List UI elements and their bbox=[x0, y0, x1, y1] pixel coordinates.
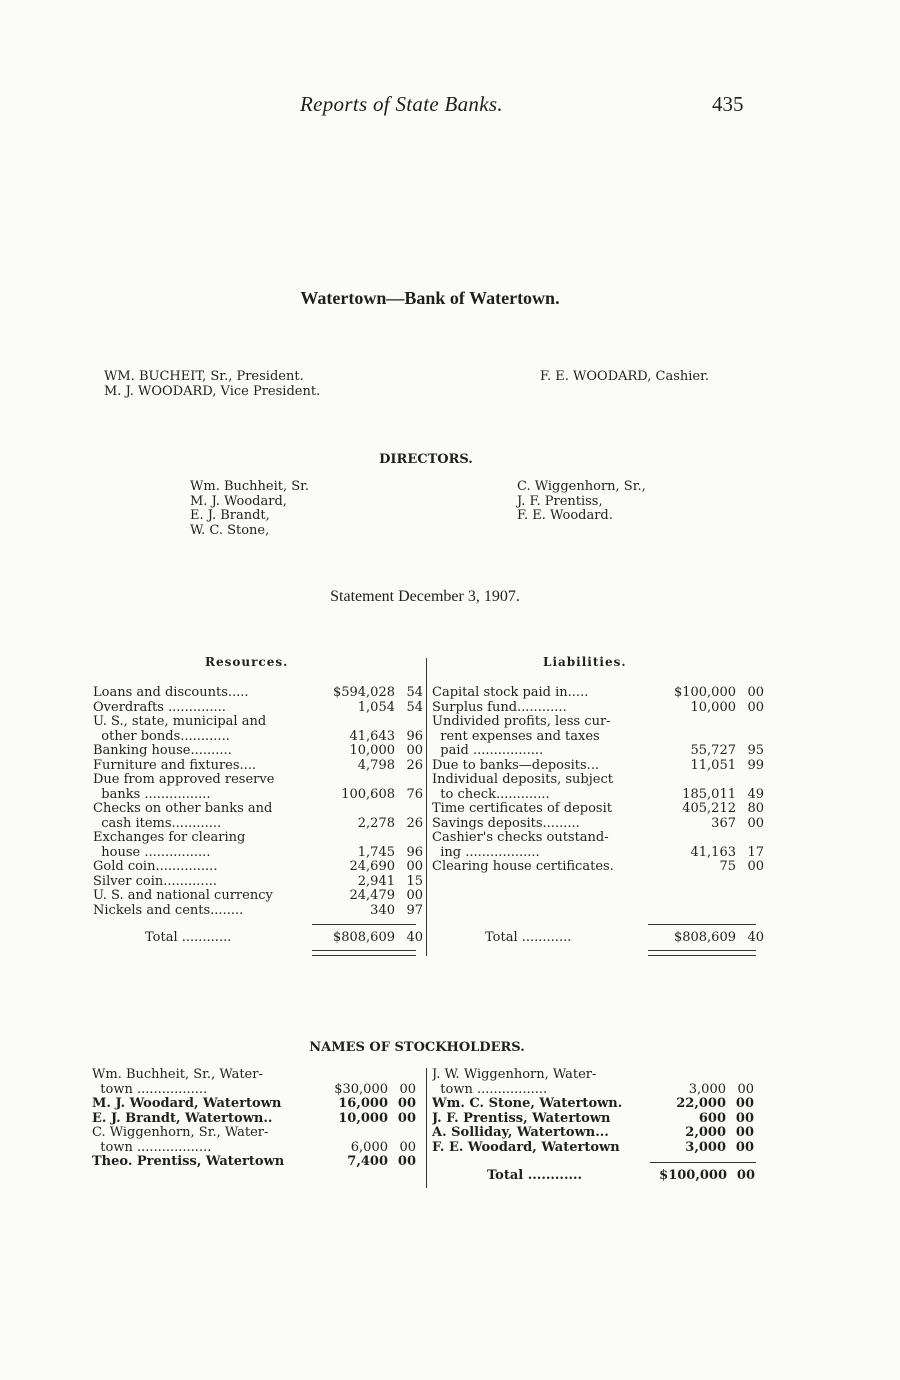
row-dollars: 4,798 bbox=[357, 757, 395, 773]
row-dollars: 340 bbox=[370, 902, 395, 918]
ledger-row bbox=[93, 817, 423, 832]
ledger-row bbox=[92, 1112, 416, 1127]
row-label: cash items............ bbox=[93, 816, 222, 831]
ledger-row bbox=[93, 744, 423, 759]
row-cents: 99 bbox=[747, 757, 764, 773]
row-dollars: 2,941 bbox=[357, 873, 395, 889]
row-label: Surplus fund............ bbox=[432, 700, 567, 715]
row-dollars: 3,000 bbox=[688, 1081, 726, 1097]
row-dollars: 185,011 bbox=[682, 786, 736, 802]
row-label: A. Solliday, Watertown... bbox=[432, 1126, 609, 1140]
ledger-row bbox=[432, 846, 764, 861]
row-label: Time certificates of deposit bbox=[432, 802, 612, 816]
ledger-row bbox=[432, 817, 764, 832]
ledger-row bbox=[432, 802, 764, 817]
ledger-row bbox=[432, 686, 764, 701]
ledger-row bbox=[432, 788, 764, 803]
liabilities-heading: Liabilities. bbox=[543, 655, 627, 669]
row-cents: 00 bbox=[406, 859, 423, 874]
row-cents bbox=[736, 773, 764, 788]
row-dollars bbox=[652, 715, 736, 730]
row-cents: 00 bbox=[747, 685, 764, 700]
ledger-row bbox=[432, 1083, 754, 1098]
row-cents: 15 bbox=[406, 873, 423, 889]
row-cents bbox=[395, 715, 423, 730]
row-dollars bbox=[652, 773, 736, 788]
resources-total bbox=[145, 930, 423, 945]
row-dollars bbox=[311, 715, 395, 730]
total-label: Total ............ bbox=[487, 1168, 583, 1183]
row-label: house ................ bbox=[93, 845, 211, 860]
row-dollars: 2,000 bbox=[685, 1125, 726, 1140]
row-label: Overdrafts .............. bbox=[93, 700, 226, 715]
total-cents: 00 bbox=[736, 1168, 755, 1183]
row-label: Banking house.......... bbox=[93, 744, 232, 758]
row-cents: 00 bbox=[735, 1139, 754, 1155]
row-cents: 00 bbox=[735, 1125, 754, 1140]
ledger-row bbox=[93, 715, 423, 730]
row-dollars: $30,000 bbox=[334, 1081, 388, 1097]
row-label: Furniture and fixtures.... bbox=[93, 758, 257, 773]
row-label: Exchanges for clearing bbox=[93, 831, 246, 845]
ledger-row bbox=[92, 1141, 416, 1156]
ledger-row bbox=[93, 860, 423, 875]
ledger-row bbox=[432, 730, 764, 745]
stockholders-heading: NAMES OF STOCKHOLDERS. bbox=[309, 1040, 525, 1055]
row-label: ing .................. bbox=[432, 845, 540, 860]
row-cents bbox=[388, 1068, 416, 1083]
directors-left: Wm. Buchheit, Sr. M. J. Woodard, E. J. Brandt, W. C. Stone, bbox=[190, 479, 310, 538]
bank-title: Watertown—Bank of Watertown. bbox=[300, 288, 560, 308]
row-cents: 00 bbox=[397, 1154, 416, 1169]
row-dollars: 41,643 bbox=[349, 728, 395, 744]
row-dollars: 100,608 bbox=[341, 786, 395, 802]
officers-left: WM. BUCHEIT, Sr., President. M. J. WOODARD, Vice President. bbox=[104, 369, 321, 399]
row-label: town ................. bbox=[432, 1082, 548, 1097]
row-label: banks ................ bbox=[93, 787, 211, 802]
ledger-row bbox=[93, 904, 423, 919]
row-dollars: 10,000 bbox=[690, 699, 736, 715]
row-label: C. Wiggenhorn, Sr., Water- bbox=[92, 1126, 269, 1140]
stockholders-right-list bbox=[432, 1068, 754, 1155]
row-label: E. J. Brandt, Watertown.. bbox=[92, 1111, 273, 1126]
row-label: Checks on other banks and bbox=[93, 802, 273, 816]
ledger-row bbox=[93, 686, 423, 701]
row-cents: 00 bbox=[406, 743, 423, 758]
row-cents: 00 bbox=[399, 1139, 416, 1155]
row-dollars: 22,000 bbox=[676, 1096, 726, 1111]
row-label: Theo. Prentiss, Watertown bbox=[92, 1155, 285, 1169]
row-label: Silver coin............. bbox=[93, 874, 217, 889]
stockholders-sum-rule bbox=[650, 1162, 756, 1163]
row-cents: 97 bbox=[406, 902, 423, 918]
row-dollars: 1,054 bbox=[357, 699, 395, 715]
row-label: J. F. Prentiss, Watertown bbox=[432, 1111, 611, 1126]
ledger-row bbox=[93, 701, 423, 716]
row-cents: 54 bbox=[406, 685, 423, 700]
liabilities-double-rule bbox=[648, 950, 756, 956]
row-cents: 00 bbox=[399, 1081, 416, 1097]
row-cents bbox=[395, 773, 423, 788]
row-label: Savings deposits......... bbox=[432, 816, 580, 831]
ledger-row bbox=[93, 802, 423, 817]
stockholders-total bbox=[487, 1168, 755, 1183]
row-label: Due from approved reserve bbox=[93, 773, 275, 787]
ledger-row bbox=[432, 759, 764, 774]
row-label: Nickels and cents........ bbox=[93, 903, 244, 918]
total-cents: 40 bbox=[406, 930, 423, 945]
row-cents: 26 bbox=[406, 757, 423, 773]
ledger-row bbox=[93, 889, 423, 904]
row-dollars: 16,000 bbox=[338, 1096, 388, 1111]
row-cents bbox=[395, 831, 423, 846]
row-label: Clearing house certificates. bbox=[432, 860, 614, 874]
row-dollars: 367 bbox=[711, 815, 736, 831]
row-label: Gold coin............... bbox=[93, 860, 218, 874]
row-dollars: 24,479 bbox=[349, 888, 395, 903]
resources-sum-rule bbox=[312, 924, 416, 925]
row-dollars bbox=[318, 1126, 388, 1141]
row-dollars: 600 bbox=[698, 1110, 726, 1126]
row-cents bbox=[388, 1126, 416, 1141]
row-dollars bbox=[311, 802, 395, 817]
row-label: Due to banks—deposits... bbox=[432, 758, 600, 773]
row-label: town ................. bbox=[92, 1082, 208, 1097]
row-cents bbox=[736, 831, 764, 846]
row-cents: 00 bbox=[747, 859, 764, 874]
row-dollars bbox=[311, 831, 395, 846]
row-dollars: 405,212 bbox=[682, 801, 736, 816]
row-label: Wm. C. Stone, Watertown. bbox=[432, 1097, 623, 1111]
row-cents: 00 bbox=[397, 1096, 416, 1111]
ledger-row bbox=[432, 1141, 754, 1156]
row-cents bbox=[726, 1068, 754, 1083]
row-label: Cashier's checks outstand- bbox=[432, 831, 609, 845]
directors-right: C. Wiggenhorn, Sr., J. F. Prentiss, F. E. Woodard. bbox=[517, 479, 646, 523]
row-label: Individual deposits, subject bbox=[432, 773, 613, 787]
ledger-row bbox=[432, 773, 764, 788]
ledger-row bbox=[432, 1068, 754, 1083]
ledger-row bbox=[432, 1112, 754, 1127]
row-dollars: $100,000 bbox=[673, 685, 736, 700]
row-label: F. E. Woodard, Watertown bbox=[432, 1140, 620, 1155]
stockholders-divider bbox=[426, 1068, 427, 1188]
row-cents: 17 bbox=[747, 844, 764, 860]
row-label: J. W. Wiggenhorn, Water- bbox=[432, 1068, 597, 1082]
row-dollars: 3,000 bbox=[685, 1139, 726, 1155]
ledger-row bbox=[432, 1097, 754, 1112]
row-cents: 00 bbox=[735, 1110, 754, 1126]
column-divider bbox=[426, 658, 427, 956]
row-dollars: $594,028 bbox=[332, 685, 395, 700]
running-head: Reports of State Banks. bbox=[300, 92, 503, 116]
total-label: Total ............ bbox=[145, 930, 232, 945]
row-cents bbox=[736, 730, 764, 745]
row-cents: 76 bbox=[406, 786, 423, 802]
row-label: Wm. Buchheit, Sr., Water- bbox=[92, 1068, 263, 1082]
row-cents: 54 bbox=[406, 699, 423, 715]
directors-heading: DIRECTORS. bbox=[379, 452, 473, 467]
row-label: rent expenses and taxes bbox=[432, 729, 600, 744]
total-cents: 40 bbox=[747, 930, 764, 945]
row-dollars bbox=[656, 1068, 726, 1083]
row-cents: 26 bbox=[406, 815, 423, 831]
row-cents: 96 bbox=[406, 844, 423, 860]
row-cents: 00 bbox=[737, 1081, 754, 1097]
ledger-row bbox=[432, 1126, 754, 1141]
page-number: 435 bbox=[712, 92, 744, 116]
ledger-row bbox=[92, 1126, 416, 1141]
ledger-row bbox=[93, 730, 423, 745]
row-label: Undivided profits, less cur- bbox=[432, 715, 611, 729]
row-dollars bbox=[652, 730, 736, 745]
row-cents: 00 bbox=[747, 815, 764, 831]
ledger-row bbox=[93, 846, 423, 861]
row-cents: 80 bbox=[747, 801, 764, 816]
ledger-row bbox=[432, 860, 764, 875]
row-dollars: 10,000 bbox=[349, 743, 395, 758]
row-label: to check............. bbox=[432, 787, 550, 802]
row-dollars bbox=[318, 1068, 388, 1083]
row-dollars: 1,745 bbox=[357, 844, 395, 860]
row-cents: 96 bbox=[406, 728, 423, 744]
ledger-row bbox=[432, 744, 764, 759]
row-cents: 95 bbox=[747, 743, 764, 758]
ledger-row bbox=[92, 1083, 416, 1098]
row-label: M. J. Woodard, Watertown bbox=[92, 1097, 282, 1111]
resources-heading: Resources. bbox=[205, 655, 289, 669]
row-cents: 49 bbox=[747, 786, 764, 802]
statement-heading: Statement December 3, 1907. bbox=[330, 588, 520, 605]
total-dollars: $808,609 bbox=[332, 930, 395, 945]
row-dollars: 55,727 bbox=[690, 743, 736, 758]
row-dollars: 41,163 bbox=[690, 844, 736, 860]
row-label: U. S. and national currency bbox=[93, 889, 273, 903]
row-cents: 00 bbox=[747, 699, 764, 715]
row-dollars: 2,278 bbox=[357, 815, 395, 831]
row-label: other bonds............ bbox=[93, 729, 230, 744]
row-dollars bbox=[311, 773, 395, 788]
row-cents bbox=[395, 802, 423, 817]
row-cents: 00 bbox=[406, 888, 423, 903]
ledger-row bbox=[93, 831, 423, 846]
row-label: paid ................. bbox=[432, 744, 544, 758]
row-dollars: 6,000 bbox=[350, 1139, 388, 1155]
ledger-row bbox=[93, 788, 423, 803]
resources-list bbox=[93, 686, 423, 918]
ledger-row bbox=[432, 715, 764, 730]
row-dollars bbox=[652, 831, 736, 846]
row-dollars: 24,690 bbox=[349, 859, 395, 874]
ledger-row bbox=[92, 1097, 416, 1112]
ledger-row bbox=[93, 875, 423, 890]
ledger-row bbox=[92, 1155, 416, 1170]
liabilities-total bbox=[485, 930, 764, 945]
row-dollars: 75 bbox=[719, 859, 736, 874]
row-dollars: 7,400 bbox=[347, 1154, 388, 1169]
ledger-row bbox=[92, 1068, 416, 1083]
ledger-row bbox=[432, 831, 764, 846]
liabilities-list bbox=[432, 686, 764, 875]
row-label: Loans and discounts..... bbox=[93, 686, 249, 700]
total-dollars: $808,609 bbox=[673, 930, 736, 945]
ledger-row bbox=[93, 773, 423, 788]
row-label: Capital stock paid in..... bbox=[432, 686, 589, 700]
row-cents: 00 bbox=[735, 1096, 754, 1111]
ledger-row bbox=[432, 701, 764, 716]
row-label: town .................. bbox=[92, 1140, 212, 1155]
row-label: U. S., state, municipal and bbox=[93, 715, 267, 729]
ledger-row bbox=[93, 759, 423, 774]
liabilities-sum-rule bbox=[648, 924, 756, 925]
row-dollars: 11,051 bbox=[690, 757, 736, 773]
officers-right: F. E. WOODARD, Cashier. bbox=[540, 369, 710, 384]
resources-double-rule bbox=[312, 950, 416, 956]
row-dollars: 10,000 bbox=[338, 1110, 388, 1126]
total-label: Total ............ bbox=[485, 930, 572, 945]
row-cents: 00 bbox=[397, 1110, 416, 1126]
total-dollars: $100,000 bbox=[659, 1168, 727, 1183]
stockholders-left-list bbox=[92, 1068, 416, 1170]
row-cents bbox=[736, 715, 764, 730]
